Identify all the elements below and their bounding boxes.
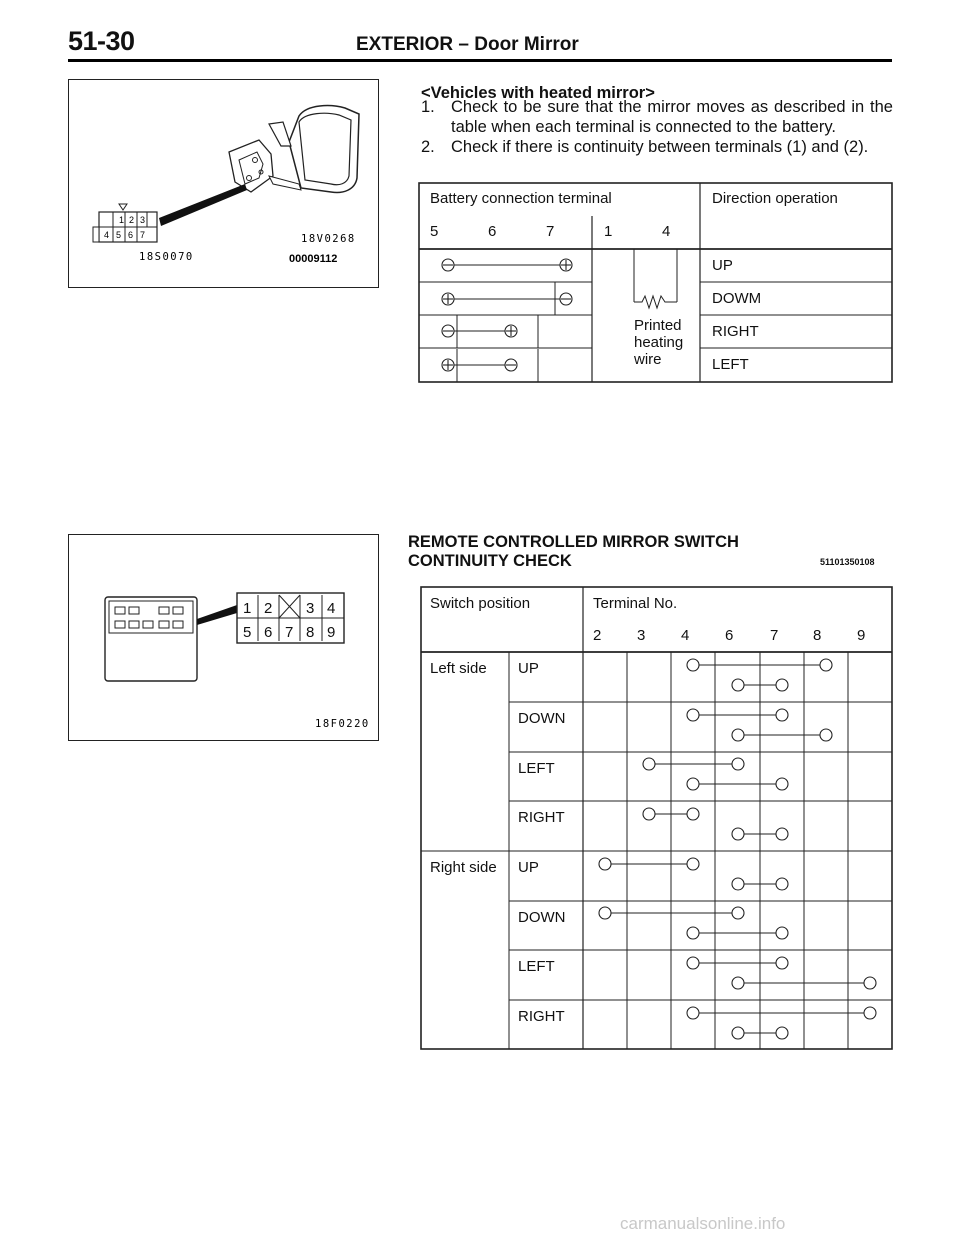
t1-header-right: Direction operation [712, 190, 838, 207]
terminal-circle [776, 709, 788, 721]
figure-code-1: 18V0268 [301, 233, 356, 245]
sw-pin-5: 5 [243, 624, 252, 641]
figure-code-4: 18F0220 [315, 718, 370, 730]
terminal-circle [776, 957, 788, 969]
pin-6: 6 [128, 230, 134, 240]
t2-header-right: Terminal No. [593, 595, 678, 612]
t2-right-up: UP [518, 859, 539, 876]
terminal-circle [732, 1027, 744, 1039]
t2-right-side: Right side [430, 859, 497, 876]
t2-right-down: DOWN [518, 909, 566, 926]
t1-terminal-7: 7 [546, 223, 555, 240]
sw-pin-6: 6 [264, 624, 273, 641]
step-1-text: Check to be sure that the mirror moves as described in the table when each terminal is connected to the battery. [451, 98, 893, 136]
page-number: 51-30 [68, 26, 135, 56]
t2-terminal-7: 7 [770, 627, 779, 644]
step-2-text: Check if there is continuity between terminals (1) and (2). [451, 138, 869, 156]
terminal-circle [776, 1027, 788, 1039]
section-code: 51101350108 [820, 557, 875, 567]
heated-mirror-heading: <Vehicles with heated mirror> [421, 84, 655, 102]
switch-continuity-table [420, 586, 894, 1051]
t2-left-right: RIGHT [518, 809, 565, 826]
remote-heading-line2: CONTINUITY CHECK [408, 552, 572, 570]
sw-pin-7: 7 [285, 624, 294, 641]
t1-row-up: UP [712, 257, 733, 274]
t2-left-down: DOWN [518, 710, 566, 727]
terminal-circle [864, 977, 876, 989]
figure-code-3: 00009112 [289, 253, 338, 265]
mirror-switch-figure [68, 534, 379, 741]
t2-right-right: RIGHT [518, 1008, 565, 1025]
t2-terminal-6: 6 [725, 627, 734, 644]
terminal-circle [820, 729, 832, 741]
terminal-circle [732, 977, 744, 989]
terminal-circle [732, 679, 744, 691]
terminal-circle [776, 778, 788, 790]
terminal-circle [732, 758, 744, 770]
terminal-circle [687, 1007, 699, 1019]
sw-pin-4: 4 [327, 600, 336, 617]
terminal-circle [776, 679, 788, 691]
t2-terminal-9: 9 [857, 627, 866, 644]
t1-row-left: LEFT [712, 356, 749, 373]
step-2-number: 2. [421, 138, 435, 156]
terminal-circle [687, 957, 699, 969]
t1-terminal-5: 5 [430, 223, 439, 240]
figure-code-2: 18S0070 [139, 251, 194, 263]
watermark: carmanualsonline.info [620, 1214, 786, 1233]
section-title: EXTERIOR – Door Mirror [356, 34, 579, 55]
terminal-circle [687, 927, 699, 939]
terminal-circle [732, 828, 744, 840]
t2-terminal-4: 4 [681, 627, 690, 644]
sw-pin-2: 2 [264, 600, 273, 617]
t1-heating-line3: wire [634, 351, 662, 368]
terminal-circle [732, 878, 744, 890]
step-1-number: 1. [421, 98, 435, 116]
t1-row-right: RIGHT [712, 323, 759, 340]
terminal-circle [732, 907, 744, 919]
pin-7: 7 [140, 230, 146, 240]
terminal-circle [732, 729, 744, 741]
sw-pin-3: 3 [306, 600, 315, 617]
t2-left-side: Left side [430, 660, 487, 677]
terminal-circle [687, 709, 699, 721]
sw-pin-9: 9 [327, 624, 336, 641]
t2-left-up: UP [518, 660, 539, 677]
pin-4: 4 [104, 230, 110, 240]
switch-connector-illustration [69, 535, 378, 740]
terminal-circle [687, 808, 699, 820]
terminal-circle [599, 907, 611, 919]
terminal-circle [599, 858, 611, 870]
t1-terminal-1: 1 [604, 223, 613, 240]
battery-connection-table [418, 182, 894, 384]
t2-left-left: LEFT [518, 760, 555, 777]
pin-1: 1 [119, 215, 125, 225]
t1-terminal-4: 4 [662, 223, 671, 240]
terminal-circle [687, 778, 699, 790]
t1-heating-line2: heating [634, 334, 684, 351]
sw-pin-8: 8 [306, 624, 315, 641]
terminal-circle [776, 828, 788, 840]
remote-heading-line1: REMOTE CONTROLLED MIRROR SWITCH [408, 533, 739, 551]
terminal-circle [820, 659, 832, 671]
t1-terminal-6: 6 [488, 223, 497, 240]
t2-right-left: LEFT [518, 958, 555, 975]
t2-terminal-2: 2 [593, 627, 602, 644]
door-mirror-figure [68, 79, 379, 288]
t1-row-down: DOWM [712, 290, 762, 307]
sw-pin-1: 1 [243, 600, 252, 617]
header-rule [68, 59, 892, 62]
t1-heating-line1: Printed [634, 317, 682, 334]
terminal-circle [643, 808, 655, 820]
terminal-circle [776, 878, 788, 890]
door-mirror-illustration [69, 80, 378, 287]
terminal-circle [687, 659, 699, 671]
pin-3: 3 [140, 215, 146, 225]
terminal-circle [864, 1007, 876, 1019]
t1-header-left: Battery connection terminal [430, 190, 612, 207]
t2-terminal-8: 8 [813, 627, 822, 644]
t2-header-left: Switch position [430, 595, 531, 612]
terminal-circle [643, 758, 655, 770]
terminal-circle [776, 927, 788, 939]
pin-2: 2 [129, 215, 135, 225]
pin-5: 5 [116, 230, 122, 240]
terminal-circle [687, 858, 699, 870]
t2-terminal-3: 3 [637, 627, 646, 644]
